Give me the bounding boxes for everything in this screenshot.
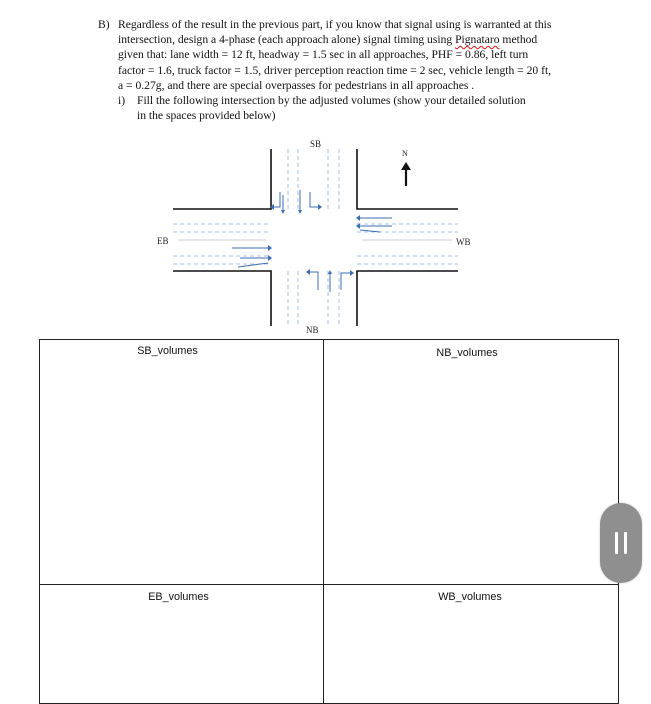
sub-number: i) <box>118 94 126 108</box>
problem-line-1: Regardless of the result in the previous part, if you know that signal using is warranted at this <box>118 18 552 31</box>
eb-label: EB <box>157 236 169 246</box>
road-edges <box>173 149 458 326</box>
sb-label: SB <box>310 139 322 149</box>
nb-left-arrow <box>310 272 318 290</box>
north-arrow-icon <box>401 162 411 186</box>
eb-volumes-box[interactable] <box>39 584 324 704</box>
sub-line-2: in the spaces provided below) <box>137 109 276 123</box>
wb-volumes-title: WB_volumes <box>438 591 502 603</box>
nb-volumes-box[interactable] <box>323 339 619 585</box>
wb-label: WB <box>456 237 471 247</box>
problem-line-4: factor = 1.6, truck factor = 1.5, driver perception reaction time = 2 sec, vehicle length = 20 ft, <box>118 63 552 77</box>
method-name: Pignataro <box>455 33 500 47</box>
sb-right-arrow <box>274 192 280 207</box>
scroll-handle[interactable] <box>600 503 642 583</box>
sub-line-1: Fill the following intersection by the adjusted volumes (show your detailed solution <box>137 94 526 108</box>
problem-line-3: given that: lane width = 12 ft, headway = 1.5 sec in all approaches, PHF = 0.86, left turn <box>118 48 529 62</box>
problem-line-5: a = 0.27g, and there are special overpasses for pedestrians in all approaches . <box>118 78 475 92</box>
sw-curb <box>173 271 271 326</box>
nw-curb <box>173 149 271 209</box>
north-label: N <box>402 149 408 158</box>
nb-right-arrow <box>341 273 350 290</box>
sb-volumes-title: SB_volumes <box>137 345 198 357</box>
wb-left-arrow <box>360 230 380 232</box>
lane-markings <box>173 149 458 326</box>
wb-volumes-box[interactable] <box>323 584 619 704</box>
movement-arrows <box>232 190 392 292</box>
sb-volumes-box[interactable] <box>39 339 324 585</box>
sb-left-arrow <box>310 192 318 207</box>
grip-bar-icon <box>615 532 618 554</box>
part-label: B) <box>98 18 110 31</box>
ne-curb <box>357 149 458 209</box>
se-curb <box>357 271 458 326</box>
grip-bar-icon <box>624 532 627 554</box>
nb-volumes-title: NB_volumes <box>436 347 498 359</box>
method-suffix: method <box>499 33 538 47</box>
problem-line-2-text: intersection, design a 4-phase (each approach alone) signal timing using <box>118 33 453 47</box>
eb-volumes-title: EB_volumes <box>148 591 209 603</box>
nb-label: NB <box>306 325 319 335</box>
arrow-heads <box>268 204 360 276</box>
intersection-diagram <box>0 0 651 345</box>
